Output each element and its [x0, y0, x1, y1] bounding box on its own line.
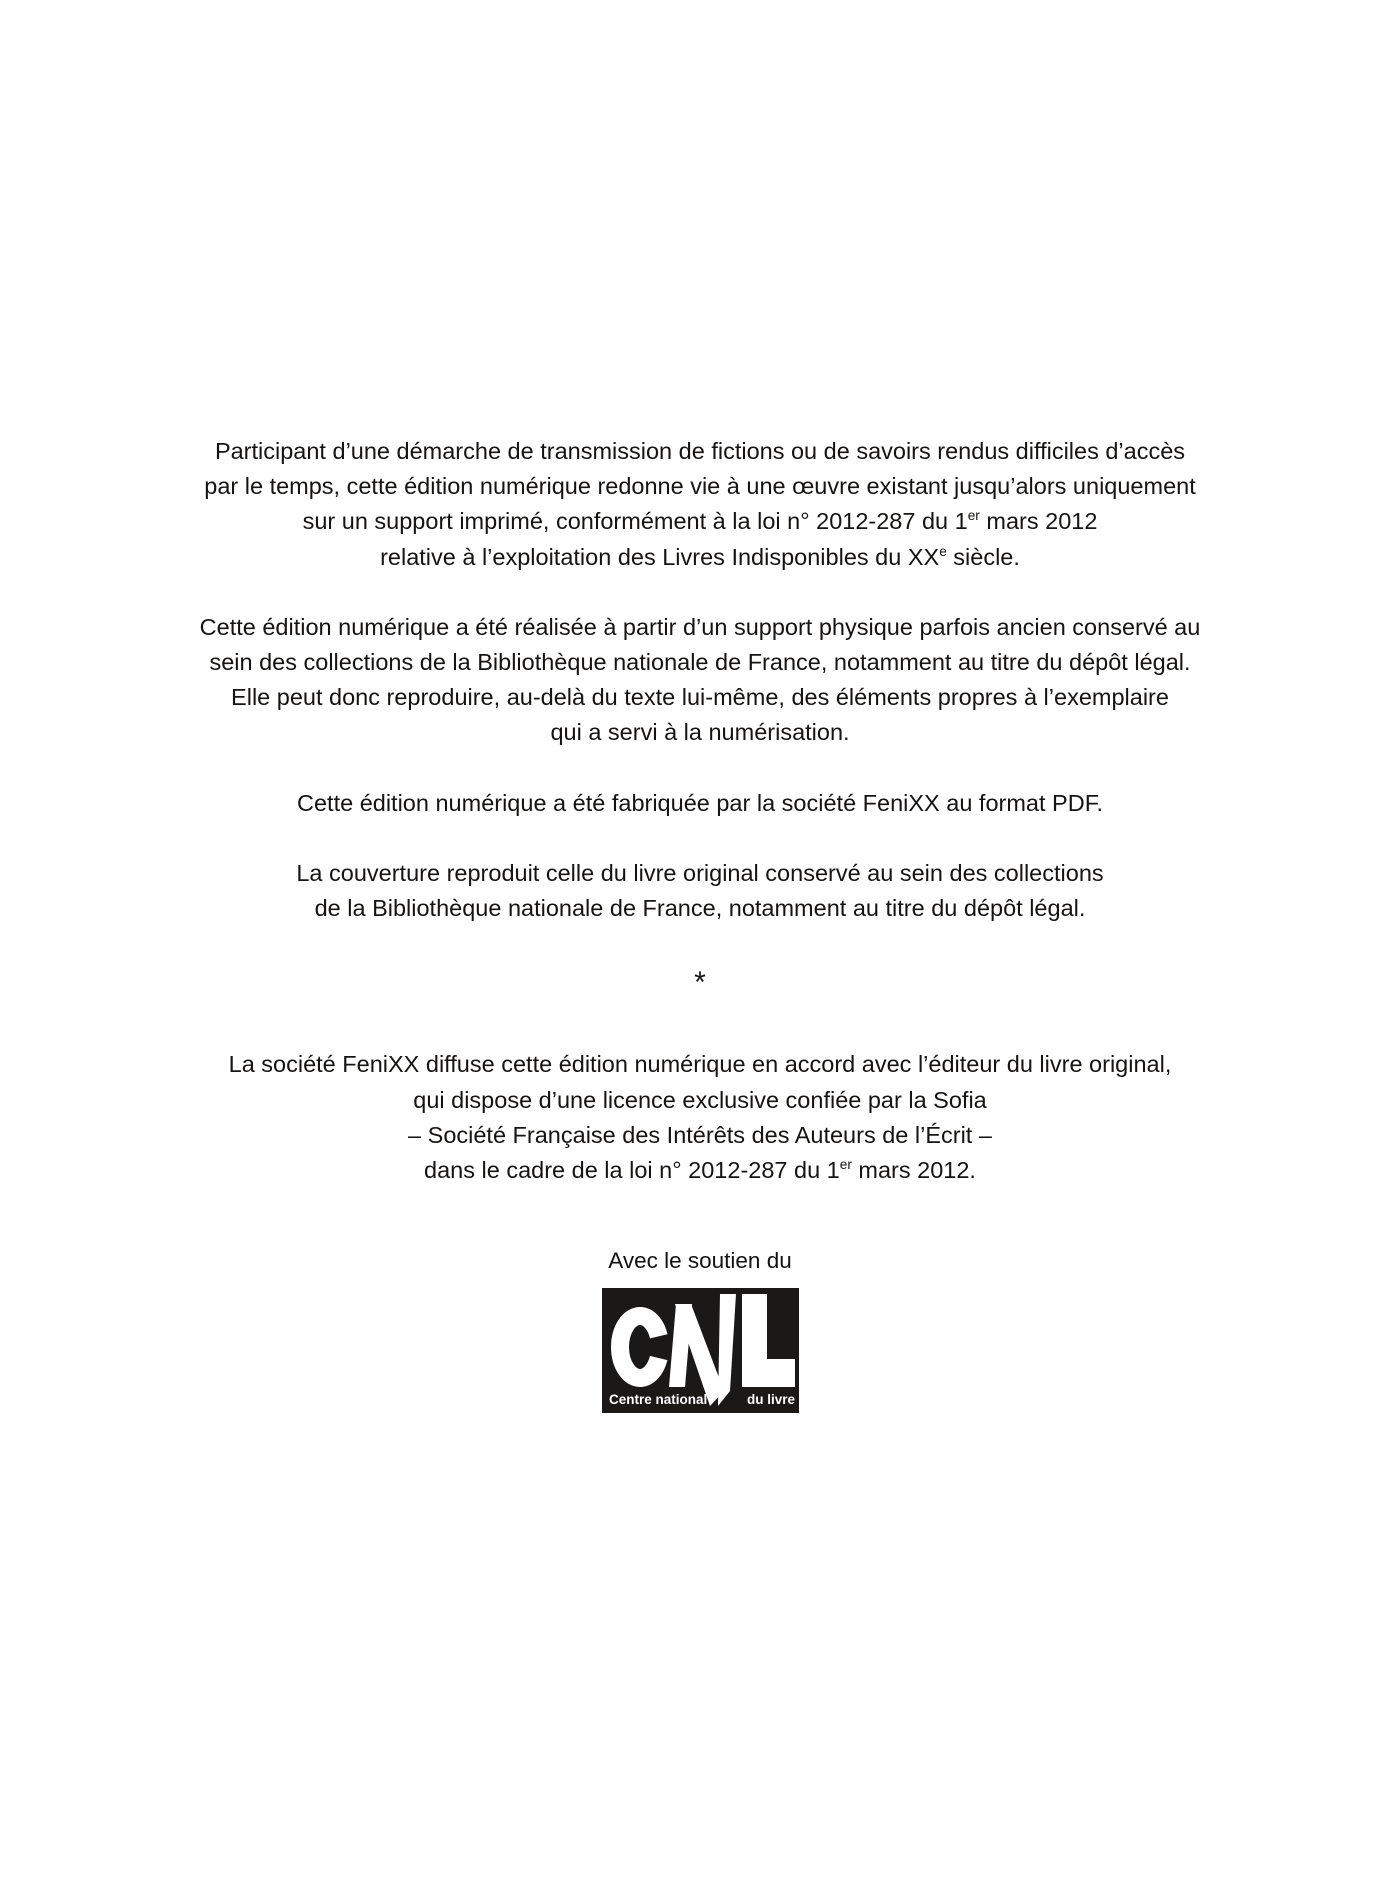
- text-line: par le temps, cette édition numérique redonne vie à une œuvre existant jusqu’alors uniquement: [204, 473, 1196, 500]
- text-line: La société FeniXX diffuse cette édition numérique en accord avec l’éditeur du livre original,: [228, 1051, 1172, 1078]
- paragraph-couverture: [0, 856, 1400, 926]
- support-caption: Avec le soutien du: [608, 1248, 792, 1274]
- support-block: [0, 1246, 1400, 1413]
- text-segment: siècle.: [946, 543, 1020, 570]
- paragraph-bnf-source: [0, 610, 1400, 751]
- text-segment: mars 2012: [979, 508, 1098, 535]
- text-line: qui dispose d’une licence exclusive confiée par la Sofia: [413, 1086, 987, 1113]
- text-line: [0, 504, 1400, 539]
- text-line: La couverture reproduit celle du livre original conservé au sein des collections: [296, 859, 1104, 886]
- paragraph-diffusion: [0, 1047, 1400, 1188]
- cnl-logo: [602, 1288, 799, 1413]
- paragraph-transmission: [0, 434, 1400, 575]
- text-line: [0, 540, 1400, 575]
- superscript-er: er: [967, 508, 980, 524]
- cnl-text-du-livre: du livre: [746, 1392, 795, 1408]
- text-line: Cette édition numérique a été fabriquée par la société FeniXX au format PDF.: [297, 789, 1103, 816]
- text-segment: sur un support imprimé, conformément à la loi n° 2012-287 du 1: [302, 508, 968, 535]
- text-line: Participant d’une démarche de transmission de fictions ou de savoirs rendus difficiles d’accès: [214, 438, 1186, 464]
- cnl-text-centre-national: Centre national: [608, 1392, 707, 1408]
- text-segment: dans le cadre de la loi n° 2012-287 du 1: [424, 1157, 840, 1184]
- paragraph-fenixx-pdf: [0, 786, 1400, 821]
- text-line: de la Bibliothèque nationale de France, notamment au titre du dépôt légal.: [314, 895, 1086, 922]
- text-segment: mars 2012.: [851, 1157, 976, 1184]
- text-line: – Société Française des Intérêts des Auteurs de l’Écrit –: [408, 1121, 992, 1148]
- superscript-er: er: [839, 1157, 852, 1173]
- text-line: sein des collections de la Bibliothèque nationale de France, notamment au titre du dépôt légal.: [209, 649, 1191, 676]
- text-line: Cette édition numérique a été réalisée à partir d’un support physique parfois ancien conservé au: [199, 613, 1201, 640]
- asterisk-separator: *: [694, 966, 706, 1000]
- superscript-e: e: [939, 543, 947, 559]
- text-line: qui a servi à la numérisation.: [550, 719, 850, 746]
- text-line: [0, 1153, 1400, 1188]
- text-segment: relative à l’exploitation des Livres Indisponibles du XX: [380, 543, 940, 570]
- text-line: Elle peut donc reproduire, au-delà du texte lui-même, des éléments propres à l’exemplaire: [231, 684, 1169, 711]
